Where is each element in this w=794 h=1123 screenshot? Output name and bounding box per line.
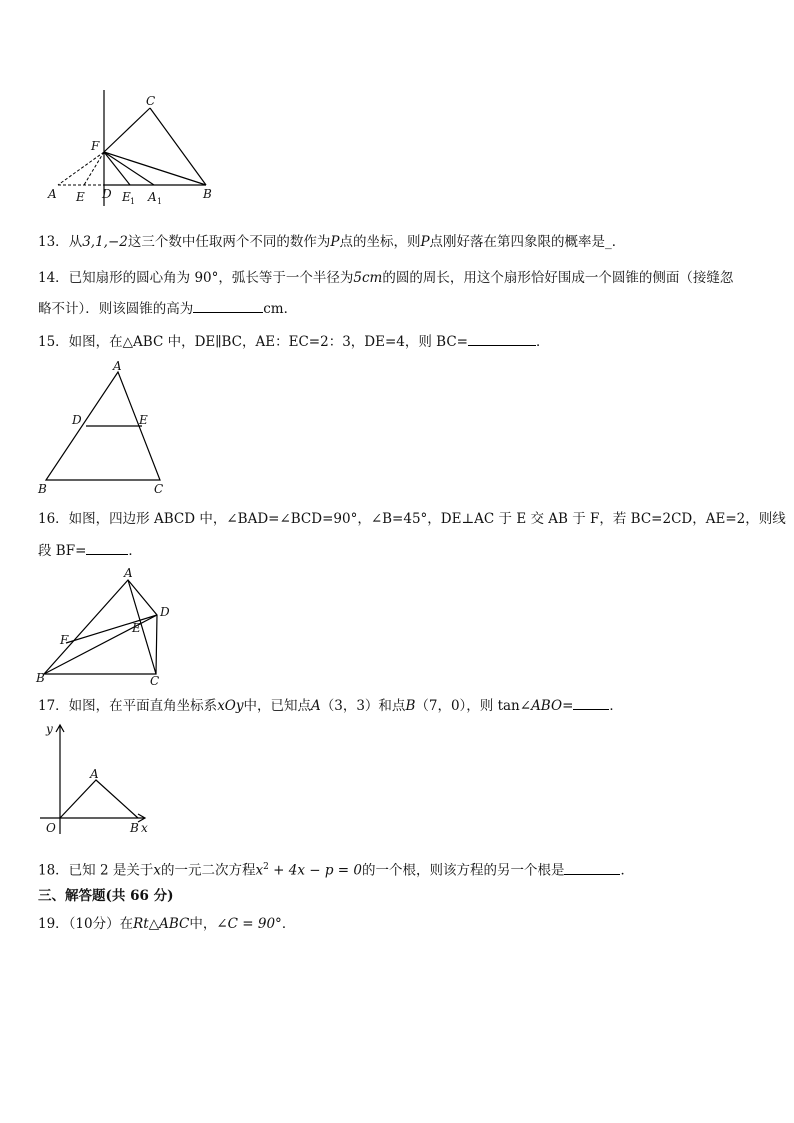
question-14-line2 (38, 298, 297, 319)
label-x: x (141, 821, 148, 835)
q16-answer-blank[interactable] (86, 540, 128, 555)
label-e1-sub: 1 (130, 197, 136, 206)
q17-text-a: 17．如图，在平面直角坐标系 (38, 698, 218, 714)
label-b: B (36, 671, 45, 685)
q13-p2: P (420, 234, 430, 250)
q18-text-b: 的一元二次方程 (160, 862, 256, 879)
question-13 (38, 232, 625, 252)
q17-point-b: B (405, 698, 416, 714)
q15-end: ． (535, 334, 550, 350)
question-16 (38, 509, 786, 529)
q19-end: ． (281, 916, 296, 932)
label-a1: A (148, 190, 157, 204)
q14-line2-a: 略不计）．则该圆锥的高为 (38, 301, 194, 317)
q14-line1-a: 14．已知扇形的圆心角为 90°，弧长等于一个半径为 (38, 270, 354, 286)
label-b: B (203, 187, 212, 201)
q18-eq-x: x (255, 862, 264, 879)
q16-line2-a: 段 BF= (38, 543, 87, 559)
label-e: E (132, 621, 141, 635)
figure-q15 (36, 360, 176, 498)
label-e1: E (122, 190, 131, 204)
q15-answer-blank[interactable] (468, 331, 536, 346)
q17-end: ． (609, 698, 623, 714)
segment-fe-dashed (84, 152, 104, 185)
question-16-line2 (38, 540, 142, 561)
q19-text-b: 中， (189, 916, 217, 932)
figure-q17 (38, 720, 158, 838)
q18-answer-blank[interactable] (564, 860, 620, 875)
q13-p1: P (330, 234, 340, 250)
q19-rt-triangle: Rt△ABC (133, 916, 190, 932)
q18-end: ． (620, 862, 634, 879)
question-15 (38, 331, 549, 352)
q13-text-a: 从 (68, 234, 83, 250)
q17-point-a: A (311, 698, 321, 714)
q13-number: 13． (38, 234, 69, 250)
segment-fa-dashed (58, 152, 104, 185)
question-18 (38, 857, 634, 881)
question-19 (38, 914, 295, 934)
label-c: C (150, 674, 160, 688)
q17-text-c: = (562, 698, 574, 714)
label-a1-sub: 1 (157, 197, 163, 206)
segment-fe1 (104, 152, 130, 185)
q13-text-d: 点刚好落在第四象限的概率是_． (429, 234, 626, 250)
q15-text: 15．如图，在△ABC 中，DE∥BC，AE：EC=2：3，DE=4，则 BC= (38, 334, 468, 350)
q14-answer-blank[interactable] (193, 298, 263, 313)
q17-abo: ABO (531, 698, 563, 714)
question-17 (38, 695, 623, 716)
figure-q16 (34, 566, 184, 688)
label-d: D (72, 413, 82, 427)
q14-radius: 5cm (353, 270, 383, 286)
label-f: F (60, 633, 69, 647)
q17-coords-a: （3，3）和点 (320, 698, 406, 714)
q16-line2-b: ． (128, 543, 142, 559)
triangle-oab (60, 780, 138, 818)
section-heading: 三、解答题(共 66 分) (38, 888, 174, 904)
q17-answer-blank[interactable] (573, 695, 609, 710)
q18-eq-rest: + 4x − p = 0 (268, 862, 362, 879)
label-b: B (38, 482, 47, 496)
label-d: D (160, 605, 170, 619)
q19-angle: ∠C = 90° (216, 916, 282, 932)
segment-fa1 (104, 152, 154, 185)
q18-text-c: 的一个根，则该方程的另一个根是 (361, 862, 565, 879)
q19-text-a: 19．（10分）在 (38, 916, 134, 932)
q14-line2-b: cm． (263, 301, 298, 317)
label-a: A (113, 359, 122, 373)
q18-eq-sup: 2 (263, 862, 269, 872)
question-14 (38, 268, 733, 288)
label-e: E (76, 190, 85, 204)
q13-text-c: 点的坐标，则 (339, 234, 421, 250)
q13-values: 3,1,−2 (82, 234, 128, 250)
label-a: A (90, 767, 99, 781)
label-d: D (102, 187, 112, 201)
segment-fc (104, 108, 150, 152)
label-y: y (46, 722, 53, 736)
label-o: O (46, 821, 56, 835)
q18-x: x (153, 862, 161, 879)
segment-cb (150, 108, 206, 185)
q14-line1-b: 的圆的周长，用这个扇形恰好围成一个圆锥的侧面（接缝忽 (382, 270, 734, 286)
label-a: A (48, 187, 57, 201)
label-e: E (139, 413, 148, 427)
q17-coords-b: （7，0），则 tan∠ (415, 698, 532, 714)
label-b: B (130, 821, 139, 835)
q16-line1: 16．如图，四边形 ABCD 中，∠BAD=∠BCD=90°，∠B=45°，DE⊥AC 于 E 交 AB 于 F，若 BC=2CD，AE=2，则线 (38, 511, 786, 527)
label-f: F (91, 139, 100, 153)
q13-text-b: 这三个数中任取两个不同的数作为 (127, 234, 331, 250)
q17-text-b: 中，已知点 (243, 698, 311, 714)
label-c: C (146, 94, 156, 108)
q17-xoy: xOy (217, 698, 244, 714)
figure-q12 (40, 88, 240, 213)
segment-fb (104, 152, 206, 185)
label-a: A (124, 566, 133, 580)
q18-text-a: 18．已知 2 是关于 (38, 862, 154, 879)
label-c: C (154, 482, 164, 496)
